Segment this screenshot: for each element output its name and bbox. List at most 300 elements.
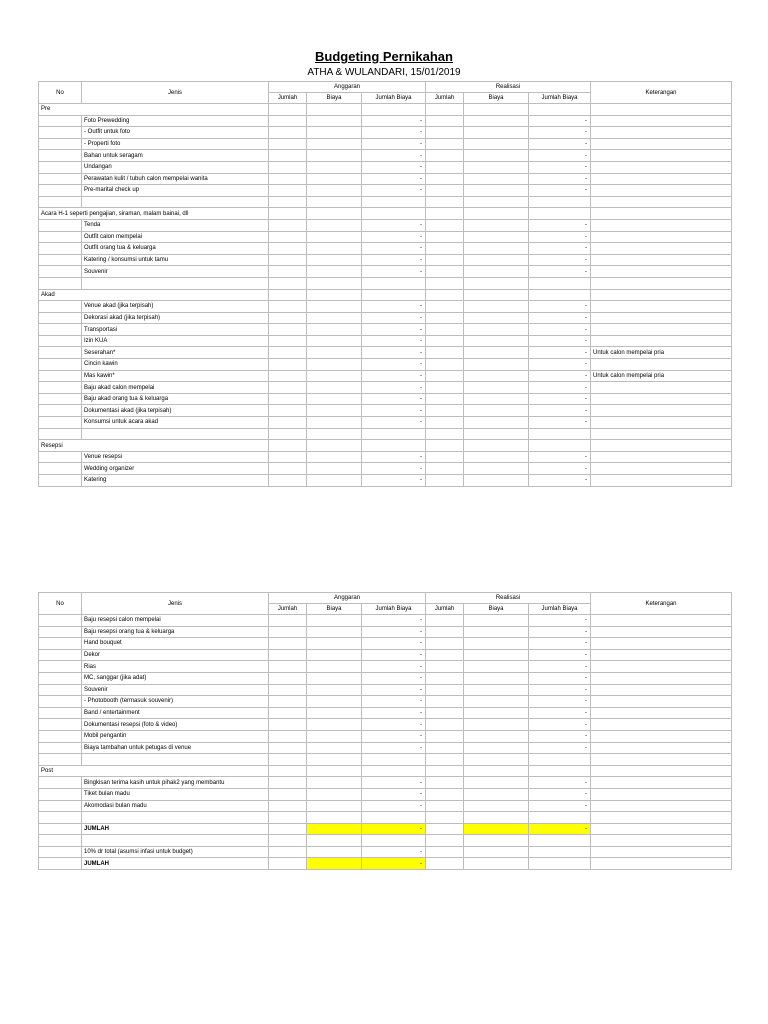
jenis-cell: - Photobooth (termasuk souvenir) (82, 696, 269, 708)
no-cell (39, 243, 82, 255)
no-cell (39, 684, 82, 696)
anggaran-biaya-cell (307, 823, 362, 835)
anggaran-jumlah-biaya-cell: - (362, 127, 426, 139)
keterangan-cell (591, 730, 732, 742)
anggaran-jumlah-cell (269, 788, 307, 800)
anggaran-biaya-cell (307, 185, 362, 197)
subheader-jumlah-biaya: Jumlah Biaya (529, 604, 591, 615)
anggaran-jumlah-cell (269, 359, 307, 371)
empty-cell (307, 812, 362, 824)
realisasi-biaya-cell (464, 161, 529, 173)
realisasi-biaya-cell (464, 312, 529, 324)
anggaran-jumlah-biaya-cell: - (362, 335, 426, 347)
realisasi-biaya-cell (464, 301, 529, 313)
jenis-cell: Mobil pengantin (82, 730, 269, 742)
realisasi-biaya-cell (464, 254, 529, 266)
section-label: Resepsi (39, 440, 269, 452)
total-row (39, 823, 732, 835)
empty-cell (529, 440, 591, 452)
anggaran-jumlah-biaya-cell: - (362, 661, 426, 673)
realisasi-biaya-cell (464, 858, 529, 870)
anggaran-biaya-cell (307, 730, 362, 742)
jenis-cell: Outfit orang tua & keluarga (82, 243, 269, 255)
anggaran-jumlah-cell (269, 417, 307, 429)
item-row (39, 370, 732, 382)
item-row (39, 615, 732, 627)
anggaran-jumlah-biaya-cell: - (362, 219, 426, 231)
jenis-cell: Izin KUA (82, 335, 269, 347)
empty-cell (426, 428, 464, 440)
header-jenis: Jenis (82, 593, 269, 615)
keterangan-cell (591, 173, 732, 185)
no-cell (39, 638, 82, 650)
empty-cell (362, 208, 426, 220)
anggaran-jumlah-biaya-cell: - (362, 638, 426, 650)
anggaran-biaya-cell (307, 347, 362, 359)
realisasi-jumlah-cell (426, 370, 464, 382)
empty-cell (529, 812, 591, 824)
keterangan-cell (591, 335, 732, 347)
anggaran-jumlah-biaya-cell: - (362, 788, 426, 800)
anggaran-jumlah-cell (269, 231, 307, 243)
jenis-cell: Tiket bulan madu (82, 788, 269, 800)
keterangan-cell (591, 231, 732, 243)
item-row (39, 231, 732, 243)
anggaran-jumlah-cell (269, 266, 307, 278)
empty-cell (529, 428, 591, 440)
anggaran-biaya-cell (307, 382, 362, 394)
no-cell (39, 661, 82, 673)
anggaran-jumlah-cell (269, 800, 307, 812)
empty-cell (269, 104, 307, 116)
anggaran-jumlah-cell (269, 115, 307, 127)
realisasi-jumlah-cell (426, 742, 464, 754)
realisasi-jumlah-cell (426, 231, 464, 243)
jenis-cell: Biaya tambahan untuk petugas di venue (82, 742, 269, 754)
empty-cell (591, 765, 732, 777)
realisasi-jumlah-cell (426, 788, 464, 800)
realisasi-jumlah-cell (426, 359, 464, 371)
header-anggaran: Anggaran (269, 82, 426, 93)
anggaran-biaya-cell (307, 405, 362, 417)
anggaran-jumlah-biaya-cell: - (362, 138, 426, 150)
jenis-cell: Transportasi (82, 324, 269, 336)
anggaran-jumlah-biaya-cell: - (362, 301, 426, 313)
keterangan-cell (591, 138, 732, 150)
budget-table-1 (38, 81, 732, 487)
header-jenis: Jenis (82, 82, 269, 104)
item-row (39, 707, 732, 719)
subheader-biaya: Biaya (464, 604, 529, 615)
realisasi-biaya-cell (464, 347, 529, 359)
no-cell (39, 254, 82, 266)
no-cell (39, 823, 82, 835)
anggaran-biaya-cell (307, 684, 362, 696)
item-row (39, 672, 732, 684)
empty-cell (39, 428, 82, 440)
realisasi-biaya-cell (464, 661, 529, 673)
item-row (39, 696, 732, 708)
realisasi-jumlah-biaya-cell: - (529, 800, 591, 812)
anggaran-biaya-cell (307, 800, 362, 812)
anggaran-biaya-cell (307, 638, 362, 650)
item-row (39, 127, 732, 139)
realisasi-jumlah-biaya-cell: - (529, 777, 591, 789)
no-cell (39, 417, 82, 429)
anggaran-biaya-cell (307, 417, 362, 429)
anggaran-jumlah-cell (269, 475, 307, 487)
empty-cell (529, 196, 591, 208)
jenis-cell: Dokumentasi resepsi (foto & video) (82, 719, 269, 731)
no-cell (39, 405, 82, 417)
keterangan-cell (591, 219, 732, 231)
realisasi-jumlah-cell (426, 382, 464, 394)
anggaran-jumlah-biaya-cell: - (362, 684, 426, 696)
keterangan-cell (591, 696, 732, 708)
anggaran-jumlah-biaya-cell: - (362, 777, 426, 789)
empty-cell (307, 765, 362, 777)
empty-cell (269, 196, 307, 208)
realisasi-jumlah-cell (426, 324, 464, 336)
realisasi-jumlah-biaya-cell: - (529, 615, 591, 627)
item-row (39, 312, 732, 324)
realisasi-jumlah-biaya-cell: - (529, 684, 591, 696)
anggaran-jumlah-cell (269, 161, 307, 173)
realisasi-jumlah-biaya-cell: - (529, 823, 591, 835)
anggaran-jumlah-biaya-cell: - (362, 823, 426, 835)
empty-cell (307, 428, 362, 440)
empty-cell (426, 289, 464, 301)
anggaran-biaya-cell (307, 696, 362, 708)
realisasi-jumlah-cell (426, 335, 464, 347)
section-row (39, 289, 732, 301)
empty-cell (591, 428, 732, 440)
keterangan-cell (591, 243, 732, 255)
no-cell (39, 115, 82, 127)
item-row (39, 661, 732, 673)
no-cell (39, 335, 82, 347)
empty-cell (82, 812, 269, 824)
realisasi-jumlah-biaya-cell: - (529, 161, 591, 173)
keterangan-cell (591, 463, 732, 475)
empty-cell (39, 277, 82, 289)
realisasi-biaya-cell (464, 800, 529, 812)
header-realisasi: Realisasi (426, 593, 591, 604)
empty-cell (426, 208, 464, 220)
jenis-cell: Baju akad calon mempelai (82, 382, 269, 394)
keterangan-cell (591, 161, 732, 173)
empty-cell (269, 277, 307, 289)
section-label: Pre (39, 104, 269, 116)
keterangan-cell (591, 800, 732, 812)
anggaran-biaya-cell (307, 649, 362, 661)
no-cell (39, 266, 82, 278)
anggaran-biaya-cell (307, 115, 362, 127)
realisasi-jumlah-cell (426, 417, 464, 429)
realisasi-biaya-cell (464, 823, 529, 835)
header-keterangan: Keterangan (591, 82, 732, 104)
empty-cell (464, 835, 529, 847)
keterangan-cell (591, 823, 732, 835)
realisasi-jumlah-cell (426, 649, 464, 661)
empty-cell (426, 196, 464, 208)
item-row (39, 626, 732, 638)
realisasi-jumlah-biaya-cell: - (529, 707, 591, 719)
section-label: Akad (39, 289, 269, 301)
anggaran-biaya-cell (307, 370, 362, 382)
empty-cell (362, 289, 426, 301)
realisasi-jumlah-biaya-cell: - (529, 347, 591, 359)
realisasi-biaya-cell (464, 243, 529, 255)
realisasi-biaya-cell (464, 463, 529, 475)
item-row (39, 730, 732, 742)
no-cell (39, 672, 82, 684)
realisasi-jumlah-cell (426, 707, 464, 719)
anggaran-jumlah-cell (269, 127, 307, 139)
anggaran-jumlah-biaya-cell: - (362, 312, 426, 324)
jenis-cell: Band / entertainment (82, 707, 269, 719)
anggaran-jumlah-cell (269, 696, 307, 708)
anggaran-jumlah-biaya-cell: - (362, 475, 426, 487)
anggaran-jumlah-cell (269, 684, 307, 696)
anggaran-biaya-cell (307, 463, 362, 475)
realisasi-biaya-cell (464, 173, 529, 185)
keterangan-cell (591, 742, 732, 754)
anggaran-biaya-cell (307, 266, 362, 278)
anggaran-jumlah-cell (269, 243, 307, 255)
realisasi-biaya-cell (464, 417, 529, 429)
empty-cell (591, 196, 732, 208)
anggaran-jumlah-biaya-cell: - (362, 451, 426, 463)
realisasi-jumlah-biaya-cell: - (529, 115, 591, 127)
empty-cell (269, 812, 307, 824)
anggaran-biaya-cell (307, 777, 362, 789)
item-row (39, 161, 732, 173)
anggaran-biaya-cell (307, 150, 362, 162)
jenis-cell: Akomodasi bulan madu (82, 800, 269, 812)
realisasi-biaya-cell (464, 626, 529, 638)
item-row (39, 405, 732, 417)
jenis-cell: Bahan untuk seragam (82, 150, 269, 162)
item-row (39, 219, 732, 231)
empty-cell (426, 277, 464, 289)
anggaran-jumlah-cell (269, 382, 307, 394)
anggaran-jumlah-cell (269, 185, 307, 197)
item-row (39, 301, 732, 313)
subheader-jumlah: Jumlah (426, 93, 464, 104)
item-row (39, 382, 732, 394)
anggaran-biaya-cell (307, 301, 362, 313)
realisasi-jumlah-biaya-cell (529, 846, 591, 858)
keterangan-cell (591, 266, 732, 278)
no-cell (39, 707, 82, 719)
empty-cell (269, 440, 307, 452)
realisasi-biaya-cell (464, 393, 529, 405)
blank-row (39, 754, 732, 766)
realisasi-biaya-cell (464, 405, 529, 417)
anggaran-jumlah-biaya-cell: - (362, 347, 426, 359)
keterangan-cell (591, 638, 732, 650)
no-cell (39, 788, 82, 800)
realisasi-jumlah-cell (426, 393, 464, 405)
empty-cell (426, 754, 464, 766)
empty-cell (426, 440, 464, 452)
section-row (39, 104, 732, 116)
no-cell (39, 161, 82, 173)
jenis-cell: Katering (82, 475, 269, 487)
jenis-cell: Undangan (82, 161, 269, 173)
keterangan-cell (591, 719, 732, 731)
empty-cell (464, 289, 529, 301)
keterangan-cell (591, 417, 732, 429)
empty-cell (591, 440, 732, 452)
anggaran-jumlah-biaya-cell: - (362, 846, 426, 858)
realisasi-jumlah-biaya-cell: - (529, 150, 591, 162)
realisasi-jumlah-cell (426, 846, 464, 858)
item-row (39, 800, 732, 812)
anggaran-jumlah-biaya-cell: - (362, 370, 426, 382)
anggaran-jumlah-cell (269, 324, 307, 336)
empty-cell (426, 104, 464, 116)
blank-row (39, 428, 732, 440)
realisasi-biaya-cell (464, 707, 529, 719)
empty-cell (591, 104, 732, 116)
empty-cell (307, 104, 362, 116)
anggaran-jumlah-cell (269, 312, 307, 324)
no-cell (39, 173, 82, 185)
anggaran-jumlah-cell (269, 626, 307, 638)
section-row (39, 208, 732, 220)
empty-cell (269, 208, 307, 220)
realisasi-jumlah-cell (426, 451, 464, 463)
realisasi-jumlah-biaya-cell: - (529, 626, 591, 638)
subheader-jumlah: Jumlah (269, 93, 307, 104)
item-row (39, 393, 732, 405)
anggaran-jumlah-cell (269, 638, 307, 650)
item-row (39, 475, 732, 487)
empty-cell (362, 428, 426, 440)
no-cell (39, 696, 82, 708)
realisasi-biaya-cell (464, 324, 529, 336)
no-cell (39, 615, 82, 627)
anggaran-jumlah-cell (269, 405, 307, 417)
header-row (39, 593, 732, 604)
anggaran-jumlah-biaya-cell: - (362, 649, 426, 661)
realisasi-jumlah-biaya-cell: - (529, 301, 591, 313)
jenis-cell: Wedding organizer (82, 463, 269, 475)
jenis-cell: Bingkisan terima kasih untuk pihak2 yang membantu (82, 777, 269, 789)
empty-cell (39, 835, 82, 847)
item-row (39, 463, 732, 475)
anggaran-biaya-cell (307, 858, 362, 870)
item-row (39, 788, 732, 800)
empty-cell (82, 428, 269, 440)
jenis-cell: Dekor (82, 649, 269, 661)
realisasi-biaya-cell (464, 615, 529, 627)
realisasi-jumlah-cell (426, 185, 464, 197)
anggaran-biaya-cell (307, 672, 362, 684)
item-row (39, 254, 732, 266)
empty-cell (464, 196, 529, 208)
jenis-cell: Baju resepsi orang tua & keluarga (82, 626, 269, 638)
realisasi-jumlah-biaya-cell: - (529, 475, 591, 487)
item-row (39, 638, 732, 650)
item-row (39, 138, 732, 150)
anggaran-biaya-cell (307, 742, 362, 754)
jenis-cell: Baju akad orang tua & keluarga (82, 393, 269, 405)
jenis-cell: Konsumsi untuk acara akad (82, 417, 269, 429)
jenis-cell: Venue akad (jika terpisah) (82, 301, 269, 313)
realisasi-biaya-cell (464, 696, 529, 708)
anggaran-jumlah-biaya-cell: - (362, 672, 426, 684)
jenis-cell: - Properti foto (82, 138, 269, 150)
no-cell (39, 649, 82, 661)
empty-cell (591, 835, 732, 847)
keterangan-cell (591, 451, 732, 463)
keterangan-cell (591, 846, 732, 858)
item-row (39, 417, 732, 429)
realisasi-jumlah-cell (426, 312, 464, 324)
no-cell (39, 846, 82, 858)
no-cell (39, 370, 82, 382)
anggaran-jumlah-biaya-cell: - (362, 463, 426, 475)
anggaran-jumlah-biaya-cell: - (362, 185, 426, 197)
anggaran-jumlah-biaya-cell: - (362, 115, 426, 127)
realisasi-jumlah-biaya-cell: - (529, 138, 591, 150)
anggaran-jumlah-biaya-cell: - (362, 800, 426, 812)
realisasi-jumlah-biaya-cell: - (529, 405, 591, 417)
no-cell (39, 382, 82, 394)
keterangan-cell (591, 788, 732, 800)
no-cell (39, 301, 82, 313)
anggaran-jumlah-cell (269, 219, 307, 231)
anggaran-jumlah-cell (269, 777, 307, 789)
empty-cell (529, 208, 591, 220)
no-cell (39, 730, 82, 742)
no-cell (39, 138, 82, 150)
anggaran-jumlah-cell (269, 730, 307, 742)
no-cell (39, 626, 82, 638)
empty-cell (591, 289, 732, 301)
anggaran-jumlah-biaya-cell: - (362, 324, 426, 336)
keterangan-cell (591, 359, 732, 371)
no-cell (39, 324, 82, 336)
anggaran-biaya-cell (307, 359, 362, 371)
realisasi-biaya-cell (464, 742, 529, 754)
no-cell (39, 742, 82, 754)
realisasi-biaya-cell (464, 115, 529, 127)
empty-cell (307, 440, 362, 452)
empty-cell (464, 812, 529, 824)
blank-row (39, 196, 732, 208)
anggaran-biaya-cell (307, 626, 362, 638)
anggaran-jumlah-cell (269, 301, 307, 313)
jenis-cell: JUMLAH (82, 823, 269, 835)
no-cell (39, 231, 82, 243)
anggaran-jumlah-biaya-cell: - (362, 243, 426, 255)
anggaran-jumlah-cell (269, 335, 307, 347)
anggaran-jumlah-biaya-cell: - (362, 626, 426, 638)
realisasi-jumlah-biaya-cell: - (529, 451, 591, 463)
jenis-cell: Foto Prewedding (82, 115, 269, 127)
keterangan-cell: Untuk calon mempelai pria (591, 370, 732, 382)
anggaran-jumlah-cell (269, 451, 307, 463)
empty-cell (529, 277, 591, 289)
empty-cell (591, 754, 732, 766)
total-row (39, 858, 732, 870)
no-cell (39, 347, 82, 359)
realisasi-jumlah-cell (426, 219, 464, 231)
